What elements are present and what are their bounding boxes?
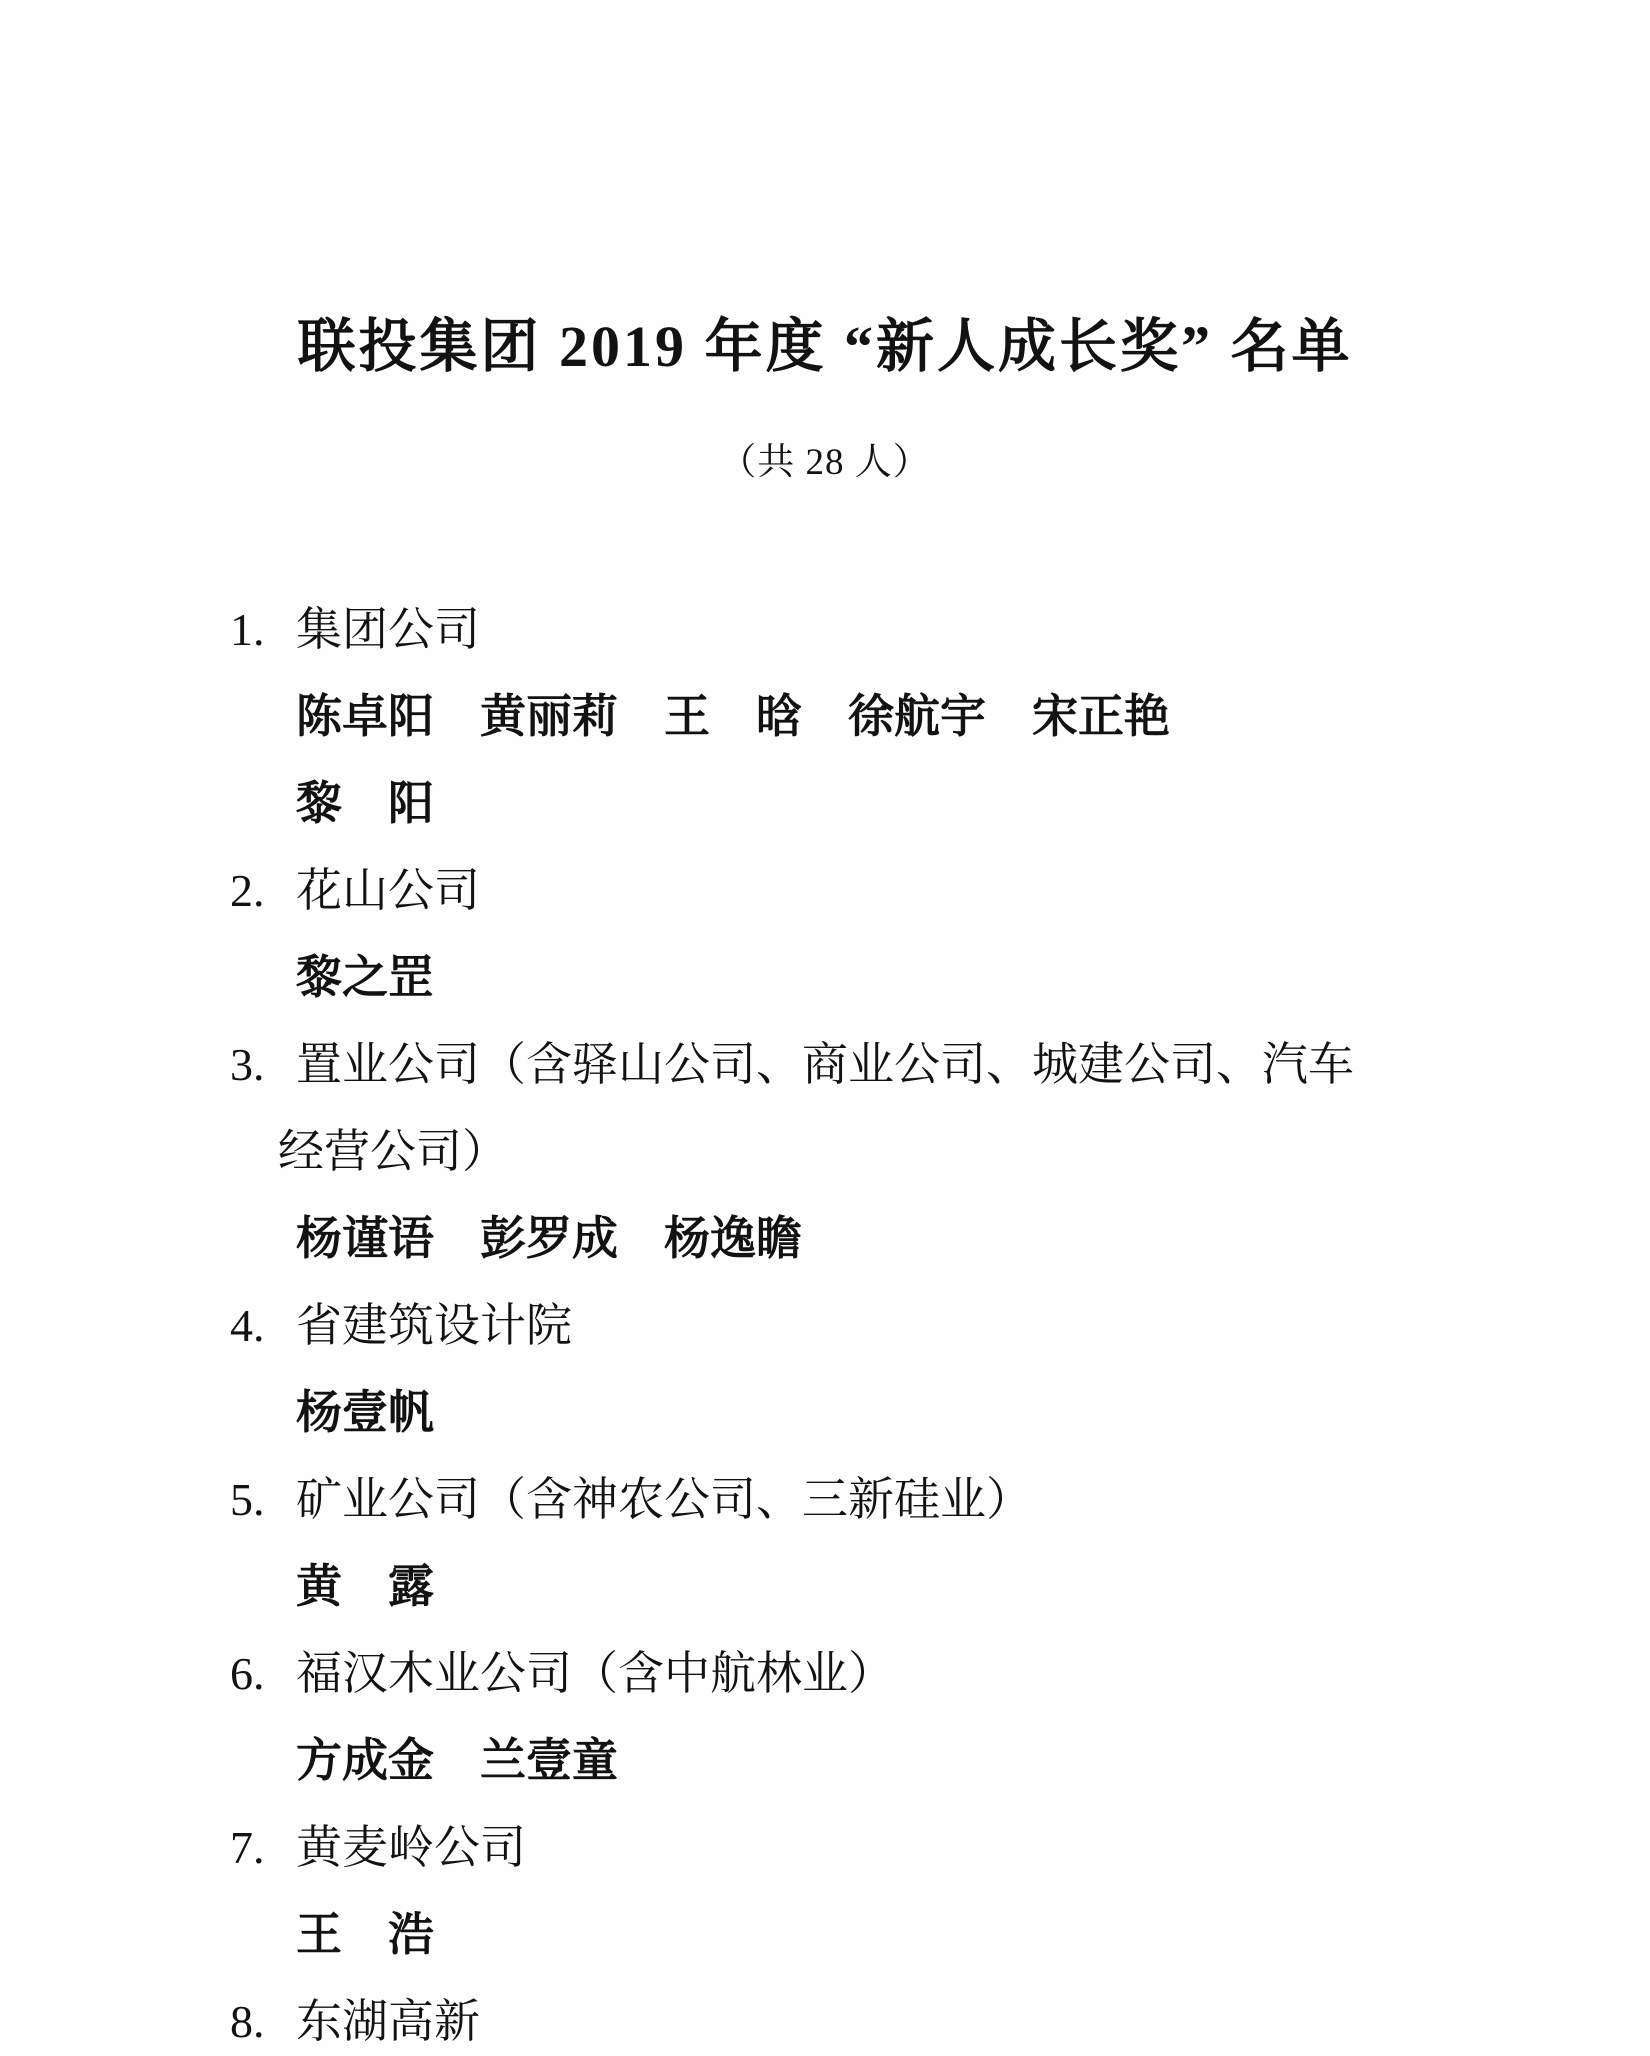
section-number: 6.: [230, 1648, 265, 1699]
section-heading-line: [230, 847, 1530, 934]
section-heading-line: [230, 1021, 1530, 1108]
section-company-name: 矿业公司（含神农公司、三新硅业）: [296, 1474, 1032, 1525]
section-heading-continuation: 经营公司）: [278, 1126, 508, 1177]
section-number: 4.: [230, 1300, 265, 1351]
section-names-line: 黎 阳: [296, 778, 434, 829]
section-number: 5.: [230, 1474, 265, 1525]
section-names-line: 陈卓阳 黄丽莉 王 晗 徐航宇 宋正艳: [296, 691, 1170, 742]
section-number: 1.: [230, 604, 265, 655]
section-heading-line: [230, 1282, 1530, 1369]
award-section: [230, 1804, 1530, 1978]
section-heading-line: [230, 586, 1530, 673]
section-heading-line: [230, 1630, 1530, 1717]
award-section: [230, 1282, 1530, 1456]
section-company-name: 福汉木业公司（含中航林业）: [296, 1648, 894, 1699]
section-number: 2.: [230, 865, 265, 916]
section-company-name: 置业公司（含驿山公司、商业公司、城建公司、汽车: [296, 1039, 1354, 1090]
section-names-line: 杨谨语 彭罗成 杨逸瞻: [296, 1213, 802, 1264]
section-company-name: 黄麦岭公司: [296, 1822, 526, 1873]
award-section: [230, 586, 1530, 847]
section-company-name: 花山公司: [296, 865, 480, 916]
section-heading-line: [230, 1804, 1530, 1891]
document-subtitle: （共 28 人）: [719, 442, 931, 483]
section-number: 8.: [230, 1996, 265, 2047]
award-section: [230, 1456, 1530, 1630]
award-section: [230, 847, 1530, 1021]
section-names-line: 王 浩: [296, 1909, 434, 1960]
section-company-name: 集团公司: [296, 604, 480, 655]
section-number: 7.: [230, 1822, 265, 1873]
award-section: [230, 1021, 1530, 1282]
award-section: [230, 1978, 1530, 2056]
section-company-name: 东湖高新: [296, 1996, 480, 2047]
section-names-line: 方成金 兰壹童: [296, 1735, 618, 1786]
award-list: [0, 586, 1650, 2056]
section-number: 3.: [230, 1039, 265, 1090]
section-names-line: 黄 露: [296, 1561, 434, 1612]
award-section: [230, 1630, 1530, 1804]
section-heading-line: [230, 1978, 1530, 2056]
section-company-name: 省建筑设计院: [296, 1300, 572, 1351]
section-heading-line: [230, 1456, 1530, 1543]
document-title: 联投集团 2019 年度 “新人成长奖” 名单: [297, 314, 1353, 379]
section-names-line: 杨壹帆: [296, 1387, 434, 1438]
section-names-line: 黎之罡: [296, 952, 434, 1003]
